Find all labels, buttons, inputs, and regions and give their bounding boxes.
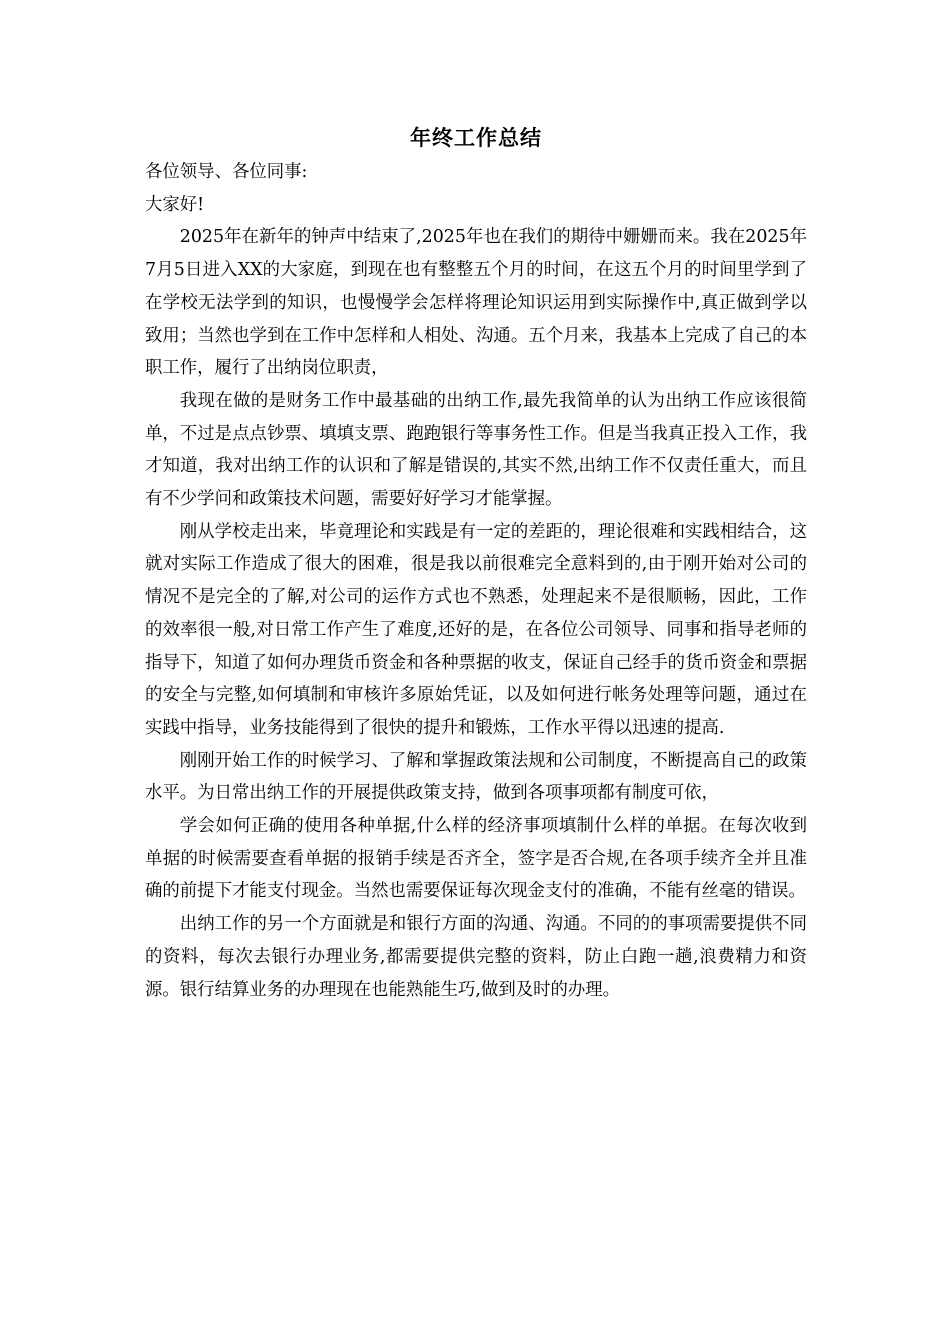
document-body xyxy=(145,120,807,1006)
paragraph-4: 刚刚开始工作的时候学习、了解和掌握政策法规和公司制度，不断提高自己的政策水平。为日常出纳工作的开展提供政策支持，做到各项事项都有制度可依， xyxy=(145,750,807,804)
paragraph-1: 2025年在新年的钟声中结束了,2025年也在我们的期待中姗姗而来。我在2025年7月5日进入XX的大家庭，到现在也有整整五个月的时间，在这五个月的时间里学到了在学校无法学到的知识，也慢慢学会怎样将理论知识运用到实际操作中,真正做到学以致用；当然也学到在工作中怎样和人相处、沟通。五个月来，我基本上完成了自己的本职工作，履行了出纳岗位职责， xyxy=(145,227,807,379)
paragraph-6: 出纳工作的另一个方面就是和银行方面的沟通、沟通。不同的的事项需要提供不同的资料，每次去银行办理业务,都需要提供完整的资料，防止白跑一趟,浪费精力和资源。银行结算业务的办理现在也能熟能生巧,做到及时的办理。 xyxy=(145,914,807,1000)
paragraph-3: 刚从学校走出来，毕竟理论和实践是有一定的差距的，理论很难和实践相结合，这就对实际工作造成了很大的困难，很是我以前很难完全意料到的,由于刚开始对公司的情况不是完全的了解,对公司的运作方式也不熟悉，处理起来不是很顺畅，因此，工作的效率很一般,对日常工作产生了难度,还好的是，在各位公司领导、同事和指导老师的指导下，知道了如何办理货币资金和各种票据的收支，保证自己经手的货币资金和票据的安全与完整,如何填制和审核许多原始凭证，以及如何进行帐务处理等问题，通过在实践中指导，业务技能得到了很快的提升和锻炼，工作水平得以迅速的提高. xyxy=(145,521,807,738)
paragraph-5: 学会如何正确的使用各种单据,什么样的经济事项填制什么样的单据。在每次收到单据的时候需要查看单据的报销手续是否齐全，签字是否合规,在各项手续齐全并且准确的前提下才能支付现金。当然也需要保证每次现金支付的准确，不能有丝毫的错误。 xyxy=(145,816,807,902)
salutation: 各位领导、各位同事: xyxy=(145,162,308,182)
paragraph-2: 我现在做的是财务工作中最基础的出纳工作,最先我简单的认为出纳工作应该很简单，不过是点点钞票、填填支票、跑跑银行等事务性工作。但是当我真正投入工作，我才知道，我对出纳工作的认识和了解是错误的,其实不然,出纳工作不仅责任重大，而且有不少学问和政策技术问题，需要好好学习才能掌握。 xyxy=(145,390,807,510)
document-title: 年终工作总结 xyxy=(410,126,542,150)
greeting: 大家好! xyxy=(145,194,205,215)
